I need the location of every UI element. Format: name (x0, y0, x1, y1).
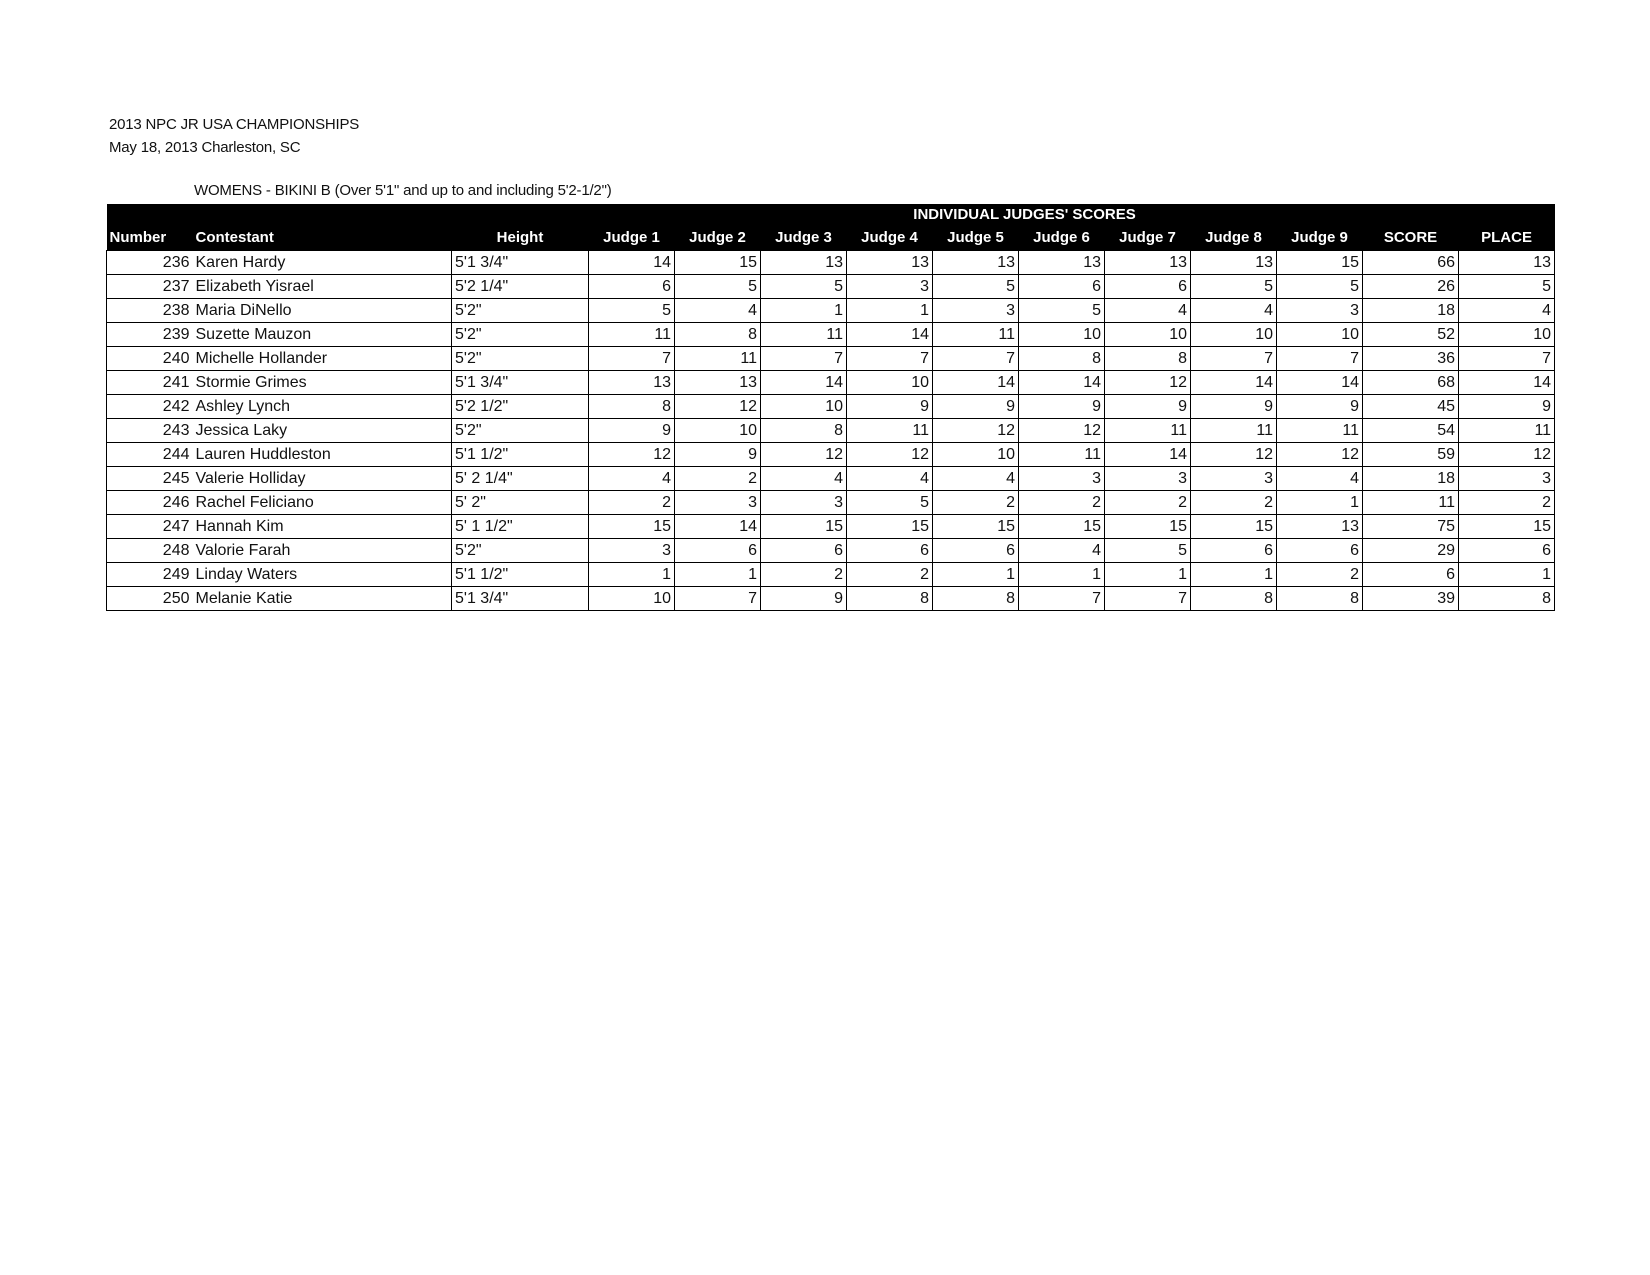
judge-7-score: 12 (1105, 371, 1191, 395)
scores-table (106, 204, 1555, 611)
judges-scores-label: INDIVIDUAL JUDGES' SCORES (913, 206, 1136, 223)
judge-3-score: 11 (761, 323, 847, 347)
judge-2-score: 6 (675, 539, 761, 563)
place: 5 (1459, 275, 1555, 299)
judge-4-score: 7 (847, 347, 933, 371)
table-row (107, 419, 1555, 443)
judge-7-score: 6 (1105, 275, 1191, 299)
judge-5-score: 15 (933, 515, 1019, 539)
col-judge-3: Judge 3 (761, 226, 847, 251)
judge-4-score: 4 (847, 467, 933, 491)
judge-1-score: 15 (589, 515, 675, 539)
contestant-number: 248 (107, 539, 193, 563)
judge-2-score: 11 (675, 347, 761, 371)
place: 13 (1459, 251, 1555, 275)
judge-5-score: 14 (933, 371, 1019, 395)
contestant-height: 5'2" (452, 347, 589, 371)
judge-5-score: 4 (933, 467, 1019, 491)
judge-4-score: 9 (847, 395, 933, 419)
contestant-height: 5'1 1/2" (452, 563, 589, 587)
judge-4-score: 10 (847, 371, 933, 395)
judge-6-score: 4 (1019, 539, 1105, 563)
contestant-number: 239 (107, 323, 193, 347)
judge-2-score: 13 (675, 371, 761, 395)
judge-3-score: 10 (761, 395, 847, 419)
total-score: 36 (1363, 347, 1459, 371)
judge-4-score: 1 (847, 299, 933, 323)
contestant-height: 5'2" (452, 299, 589, 323)
judge-3-score: 13 (761, 251, 847, 275)
col-contestant: Contestant (193, 226, 452, 251)
judge-3-score: 6 (761, 539, 847, 563)
judge-5-score: 8 (933, 587, 1019, 611)
judge-9-score: 9 (1277, 395, 1363, 419)
judge-8-score: 15 (1191, 515, 1277, 539)
judge-4-score: 3 (847, 275, 933, 299)
column-headers (107, 226, 1555, 251)
contestant-number: 246 (107, 491, 193, 515)
contestant-height: 5'1 3/4" (452, 251, 589, 275)
judge-8-score: 12 (1191, 443, 1277, 467)
contestant-name: Rachel Feliciano (193, 491, 452, 515)
judge-9-score: 7 (1277, 347, 1363, 371)
contestant-number: 243 (107, 419, 193, 443)
judge-8-score: 8 (1191, 587, 1277, 611)
judge-2-score: 2 (675, 467, 761, 491)
judge-6-score: 6 (1019, 275, 1105, 299)
judge-7-score: 11 (1105, 419, 1191, 443)
judge-7-score: 15 (1105, 515, 1191, 539)
judges-scores-band (107, 204, 1555, 226)
table-row (107, 347, 1555, 371)
contestant-number: 245 (107, 467, 193, 491)
judge-4-score: 14 (847, 323, 933, 347)
judge-1-score: 1 (589, 563, 675, 587)
table-row (107, 539, 1555, 563)
place: 12 (1459, 443, 1555, 467)
judge-6-score: 10 (1019, 323, 1105, 347)
col-judge-7: Judge 7 (1105, 226, 1191, 251)
judge-5-score: 5 (933, 275, 1019, 299)
judge-5-score: 9 (933, 395, 1019, 419)
judge-9-score: 6 (1277, 539, 1363, 563)
contestant-height: 5'1 1/2" (452, 443, 589, 467)
contestant-name: Stormie Grimes (193, 371, 452, 395)
contestant-name: Maria DiNello (193, 299, 452, 323)
place: 8 (1459, 587, 1555, 611)
judge-6-score: 14 (1019, 371, 1105, 395)
table-row (107, 467, 1555, 491)
total-score: 45 (1363, 395, 1459, 419)
col-judge-9: Judge 9 (1277, 226, 1363, 251)
total-score: 26 (1363, 275, 1459, 299)
judge-2-score: 14 (675, 515, 761, 539)
place: 15 (1459, 515, 1555, 539)
judge-8-score: 11 (1191, 419, 1277, 443)
judge-8-score: 2 (1191, 491, 1277, 515)
place: 2 (1459, 491, 1555, 515)
judge-6-score: 11 (1019, 443, 1105, 467)
judge-8-score: 5 (1191, 275, 1277, 299)
judge-3-score: 3 (761, 491, 847, 515)
place: 3 (1459, 467, 1555, 491)
table-row (107, 275, 1555, 299)
judge-2-score: 15 (675, 251, 761, 275)
judge-4-score: 5 (847, 491, 933, 515)
judge-8-score: 4 (1191, 299, 1277, 323)
table-row (107, 587, 1555, 611)
judge-2-score: 4 (675, 299, 761, 323)
place: 9 (1459, 395, 1555, 419)
contestant-name: Karen Hardy (193, 251, 452, 275)
judge-9-score: 1 (1277, 491, 1363, 515)
col-judge-2: Judge 2 (675, 226, 761, 251)
contestant-number: 236 (107, 251, 193, 275)
contestant-height: 5'1 3/4" (452, 371, 589, 395)
judge-9-score: 12 (1277, 443, 1363, 467)
judge-7-score: 14 (1105, 443, 1191, 467)
table-row (107, 251, 1555, 275)
judge-2-score: 3 (675, 491, 761, 515)
judge-9-score: 11 (1277, 419, 1363, 443)
judge-8-score: 7 (1191, 347, 1277, 371)
total-score: 39 (1363, 587, 1459, 611)
judge-4-score: 15 (847, 515, 933, 539)
judge-6-score: 3 (1019, 467, 1105, 491)
judge-5-score: 3 (933, 299, 1019, 323)
judge-6-score: 5 (1019, 299, 1105, 323)
place: 6 (1459, 539, 1555, 563)
table-row (107, 491, 1555, 515)
total-score: 59 (1363, 443, 1459, 467)
col-judge-8: Judge 8 (1191, 226, 1277, 251)
judge-6-score: 12 (1019, 419, 1105, 443)
col-judge-4: Judge 4 (847, 226, 933, 251)
judge-9-score: 10 (1277, 323, 1363, 347)
judge-6-score: 2 (1019, 491, 1105, 515)
judge-9-score: 14 (1277, 371, 1363, 395)
judge-5-score: 13 (933, 251, 1019, 275)
judge-3-score: 12 (761, 443, 847, 467)
judge-9-score: 3 (1277, 299, 1363, 323)
judge-7-score: 13 (1105, 251, 1191, 275)
contestant-height: 5'1 3/4" (452, 587, 589, 611)
judge-6-score: 9 (1019, 395, 1105, 419)
judge-1-score: 5 (589, 299, 675, 323)
col-height: Height (452, 226, 589, 251)
judge-9-score: 2 (1277, 563, 1363, 587)
contestant-height: 5'2" (452, 323, 589, 347)
total-score: 18 (1363, 299, 1459, 323)
place: 1 (1459, 563, 1555, 587)
judge-2-score: 7 (675, 587, 761, 611)
judge-1-score: 11 (589, 323, 675, 347)
judge-4-score: 13 (847, 251, 933, 275)
judge-6-score: 13 (1019, 251, 1105, 275)
col-judge-5: Judge 5 (933, 226, 1019, 251)
judge-6-score: 7 (1019, 587, 1105, 611)
judge-5-score: 1 (933, 563, 1019, 587)
division-title: WOMENS - BIKINI B (Over 5'1" and up to and including 5'2-1/2") (194, 182, 612, 199)
judge-8-score: 13 (1191, 251, 1277, 275)
judge-9-score: 5 (1277, 275, 1363, 299)
judge-1-score: 12 (589, 443, 675, 467)
judge-1-score: 7 (589, 347, 675, 371)
judge-7-score: 10 (1105, 323, 1191, 347)
total-score: 66 (1363, 251, 1459, 275)
judge-9-score: 4 (1277, 467, 1363, 491)
judge-1-score: 14 (589, 251, 675, 275)
judge-6-score: 15 (1019, 515, 1105, 539)
table-row (107, 443, 1555, 467)
judge-5-score: 7 (933, 347, 1019, 371)
judge-7-score: 3 (1105, 467, 1191, 491)
total-score: 68 (1363, 371, 1459, 395)
judge-3-score: 2 (761, 563, 847, 587)
judge-1-score: 10 (589, 587, 675, 611)
contestant-name: Ashley Lynch (193, 395, 452, 419)
judge-2-score: 10 (675, 419, 761, 443)
place: 7 (1459, 347, 1555, 371)
contestant-number: 244 (107, 443, 193, 467)
judge-1-score: 6 (589, 275, 675, 299)
judge-7-score: 2 (1105, 491, 1191, 515)
contestant-number: 247 (107, 515, 193, 539)
judge-8-score: 10 (1191, 323, 1277, 347)
judge-6-score: 1 (1019, 563, 1105, 587)
judge-3-score: 7 (761, 347, 847, 371)
place: 10 (1459, 323, 1555, 347)
judge-1-score: 2 (589, 491, 675, 515)
contestant-name: Michelle Hollander (193, 347, 452, 371)
contestant-number: 250 (107, 587, 193, 611)
judge-5-score: 6 (933, 539, 1019, 563)
event-title: 2013 NPC JR USA CHAMPIONSHIPS (109, 116, 360, 133)
judge-1-score: 3 (589, 539, 675, 563)
judge-5-score: 10 (933, 443, 1019, 467)
contestant-number: 238 (107, 299, 193, 323)
contestant-name: Suzette Mauzon (193, 323, 452, 347)
judge-8-score: 3 (1191, 467, 1277, 491)
contestant-name: Valerie Holliday (193, 467, 452, 491)
total-score: 18 (1363, 467, 1459, 491)
table-row (107, 299, 1555, 323)
contestant-height: 5'2 1/2" (452, 395, 589, 419)
total-score: 11 (1363, 491, 1459, 515)
contestant-height: 5'2 1/4" (452, 275, 589, 299)
judge-3-score: 8 (761, 419, 847, 443)
judge-8-score: 14 (1191, 371, 1277, 395)
judge-9-score: 15 (1277, 251, 1363, 275)
judge-5-score: 2 (933, 491, 1019, 515)
judge-3-score: 15 (761, 515, 847, 539)
judge-2-score: 1 (675, 563, 761, 587)
judge-4-score: 8 (847, 587, 933, 611)
contestant-height: 5'2" (452, 419, 589, 443)
judge-4-score: 12 (847, 443, 933, 467)
judge-1-score: 13 (589, 371, 675, 395)
judge-7-score: 4 (1105, 299, 1191, 323)
contestant-number: 241 (107, 371, 193, 395)
contestant-name: Melanie Katie (193, 587, 452, 611)
judge-3-score: 1 (761, 299, 847, 323)
col-judge-6: Judge 6 (1019, 226, 1105, 251)
contestant-number: 242 (107, 395, 193, 419)
col-number: Number (107, 226, 193, 251)
judge-4-score: 2 (847, 563, 933, 587)
table-row (107, 563, 1555, 587)
judge-5-score: 11 (933, 323, 1019, 347)
judge-2-score: 8 (675, 323, 761, 347)
contestant-number: 237 (107, 275, 193, 299)
event-date-location: May 18, 2013 Charleston, SC (109, 139, 301, 156)
judge-3-score: 4 (761, 467, 847, 491)
judge-2-score: 5 (675, 275, 761, 299)
place: 4 (1459, 299, 1555, 323)
judge-7-score: 8 (1105, 347, 1191, 371)
judge-2-score: 9 (675, 443, 761, 467)
col-place: PLACE (1459, 226, 1555, 251)
contestant-height: 5'2" (452, 539, 589, 563)
judge-7-score: 7 (1105, 587, 1191, 611)
judge-1-score: 9 (589, 419, 675, 443)
judge-9-score: 8 (1277, 587, 1363, 611)
contestant-name: Valorie Farah (193, 539, 452, 563)
col-score: SCORE (1363, 226, 1459, 251)
table-row (107, 515, 1555, 539)
judge-2-score: 12 (675, 395, 761, 419)
total-score: 29 (1363, 539, 1459, 563)
judge-8-score: 6 (1191, 539, 1277, 563)
contestant-number: 240 (107, 347, 193, 371)
contestant-number: 249 (107, 563, 193, 587)
col-judge-1: Judge 1 (589, 226, 675, 251)
table-body (107, 251, 1555, 611)
judge-7-score: 5 (1105, 539, 1191, 563)
judge-8-score: 1 (1191, 563, 1277, 587)
total-score: 52 (1363, 323, 1459, 347)
total-score: 6 (1363, 563, 1459, 587)
judge-7-score: 9 (1105, 395, 1191, 419)
table-row (107, 371, 1555, 395)
contestant-height: 5' 2 1/4" (452, 467, 589, 491)
contestant-height: 5' 1 1/2" (452, 515, 589, 539)
table-row (107, 323, 1555, 347)
table-row (107, 395, 1555, 419)
judge-7-score: 1 (1105, 563, 1191, 587)
contestant-height: 5' 2" (452, 491, 589, 515)
total-score: 54 (1363, 419, 1459, 443)
contestant-name: Elizabeth Yisrael (193, 275, 452, 299)
total-score: 75 (1363, 515, 1459, 539)
judge-4-score: 11 (847, 419, 933, 443)
place: 11 (1459, 419, 1555, 443)
contestant-name: Jessica Laky (193, 419, 452, 443)
judge-6-score: 8 (1019, 347, 1105, 371)
judge-3-score: 14 (761, 371, 847, 395)
contestant-name: Lauren Huddleston (193, 443, 452, 467)
judge-1-score: 4 (589, 467, 675, 491)
judge-1-score: 8 (589, 395, 675, 419)
judge-3-score: 5 (761, 275, 847, 299)
judge-4-score: 6 (847, 539, 933, 563)
judge-8-score: 9 (1191, 395, 1277, 419)
judge-9-score: 13 (1277, 515, 1363, 539)
judge-5-score: 12 (933, 419, 1019, 443)
judge-3-score: 9 (761, 587, 847, 611)
place: 14 (1459, 371, 1555, 395)
contestant-name: Hannah Kim (193, 515, 452, 539)
contestant-name: Linday Waters (193, 563, 452, 587)
